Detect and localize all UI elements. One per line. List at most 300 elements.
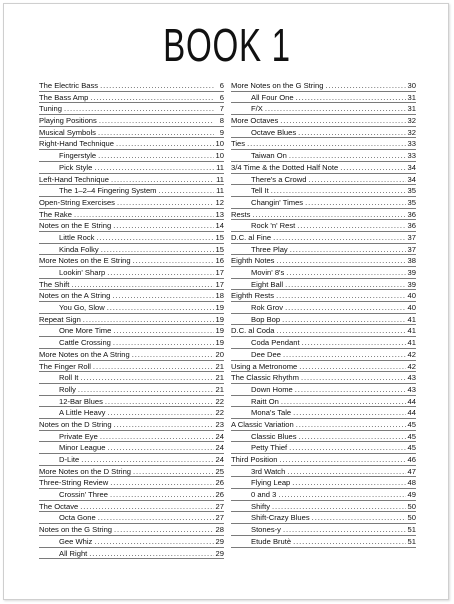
toc-entry	[39, 150, 224, 162]
toc-entry	[231, 349, 416, 361]
dot-leader	[278, 489, 405, 501]
toc-entry-title: Using a Metronome	[231, 361, 298, 371]
dot-leader	[112, 290, 213, 302]
toc-entry-title: One More Time	[59, 326, 112, 336]
dot-leader	[110, 477, 213, 489]
toc-entry	[231, 477, 416, 489]
dot-leader	[280, 115, 405, 127]
toc-entry	[39, 337, 224, 349]
dot-leader	[283, 524, 406, 536]
toc-entry-page: 22	[215, 408, 224, 418]
toc-entry-title: Lookin' Sharp	[59, 268, 106, 277]
toc-entry-title: Rok Grov	[251, 303, 284, 313]
toc-entry	[231, 384, 416, 396]
toc-entry-title: Eighth Notes	[231, 256, 275, 266]
toc-entry-title: More Notes on the E String	[39, 256, 131, 266]
toc-entry-page: 34	[407, 174, 416, 184]
toc-entry-page: 39	[407, 279, 416, 289]
toc-entry-page: 50	[407, 501, 416, 511]
toc-entry-page: 37	[407, 232, 416, 242]
toc-entry	[39, 92, 224, 104]
dot-leader	[98, 127, 214, 139]
toc-entry-title: Fingerstyle	[59, 151, 97, 161]
toc-entry-page: 40	[407, 291, 416, 301]
toc-entry	[231, 138, 416, 150]
toc-entry-title: Stones-y	[251, 525, 281, 535]
toc-entry-title: All Four One	[251, 92, 294, 102]
dot-leader	[283, 349, 406, 361]
toc-entry-title: 3/4 Time & the Dotted Half Note	[231, 162, 339, 172]
dot-leader	[285, 279, 405, 291]
dot-leader	[94, 536, 213, 548]
toc-entry-title: Three Play	[251, 244, 288, 254]
toc-entry	[231, 92, 416, 104]
toc-entry	[39, 325, 224, 337]
toc-entry-title: Down Home	[251, 384, 293, 394]
dot-leader	[96, 232, 213, 244]
toc-entry-title: Minor League	[59, 443, 106, 453]
dot-leader	[74, 209, 214, 221]
dot-leader	[64, 103, 214, 115]
toc-entry-page: 33	[407, 151, 416, 161]
dot-leader	[325, 80, 405, 92]
toc-entry-title: The Classic Rhythm	[231, 373, 299, 383]
dot-leader	[71, 279, 213, 291]
toc-entry-title: Open-String Exercises	[39, 197, 115, 207]
dot-leader	[281, 396, 406, 408]
toc-entry-page: 15	[215, 244, 224, 254]
toc-entry	[39, 80, 224, 92]
toc-entry-page: 12	[215, 197, 224, 207]
toc-entry-title: More Octaves	[231, 116, 279, 126]
toc-entry	[39, 255, 224, 267]
toc-entry-page: 41	[407, 338, 416, 348]
toc-entry-title: Dee Dee	[251, 349, 281, 359]
dot-leader	[111, 174, 214, 186]
dot-leader	[110, 489, 214, 501]
toc-entry-page: 24	[215, 431, 224, 441]
dot-leader	[94, 162, 214, 174]
toc-entry-page: 19	[215, 314, 224, 324]
toc-entry	[231, 419, 416, 431]
toc-entry	[39, 536, 224, 548]
toc-entry-title: Notes on the G String	[39, 525, 113, 535]
toc-entry-title: 0 and 3	[251, 490, 277, 500]
toc-entry-title: Third Position	[231, 455, 278, 464]
toc-entry-page: 48	[407, 478, 416, 488]
toc-entry-page: 26	[215, 490, 224, 500]
toc-entry-title: A Classic Variation	[231, 419, 294, 429]
dot-leader	[273, 232, 405, 244]
toc-entry	[39, 372, 224, 384]
dot-leader	[81, 454, 213, 466]
toc-entry-title: Left-Hand Technique	[39, 174, 109, 184]
toc-entry	[39, 548, 224, 560]
dot-leader	[90, 92, 214, 104]
toc-entry	[231, 536, 416, 548]
toc-entry	[39, 197, 224, 209]
toc-entry-page: 30	[407, 81, 416, 90]
page-title: BOOK 1	[163, 19, 291, 71]
toc-entry-title: More Notes on the G String	[231, 81, 324, 90]
dot-leader	[282, 314, 405, 326]
dot-leader	[101, 244, 214, 256]
toc-entry-page: 44	[407, 396, 416, 406]
toc-entry-page: 47	[407, 466, 416, 476]
dot-leader	[105, 396, 214, 408]
toc-entry-title: Flying Leap	[251, 478, 291, 488]
dot-leader	[276, 290, 405, 302]
toc-entry	[231, 361, 416, 373]
toc-entry-title: The Electric Bass	[39, 81, 99, 90]
toc-entry-title: The Rake	[39, 209, 72, 219]
toc-entry	[39, 290, 224, 302]
toc-entry	[231, 232, 416, 244]
toc-entry-page: 10	[215, 151, 224, 161]
toc-entry-page: 20	[215, 349, 224, 359]
toc-entry-title: Eighth Rests	[231, 291, 275, 301]
toc-entry-page: 45	[407, 419, 416, 429]
toc-entry-title: Roll It	[59, 373, 79, 383]
dot-leader	[297, 220, 405, 232]
toc-entry-title: Kinda Folky	[59, 244, 99, 254]
toc-entry-title: The 1–2–4 Fingering System	[59, 186, 157, 196]
toc-entry-title: You Go, Slow	[59, 303, 105, 313]
toc-entry-page: 10	[215, 139, 224, 149]
toc-entry-page: 27	[215, 513, 224, 523]
toc-entry-title: Shift-Crazy Blues	[251, 513, 310, 523]
dot-leader	[302, 337, 406, 349]
toc-entry-title: Pick Style	[59, 162, 93, 172]
toc-entry-title: The Finger Roll	[39, 361, 91, 371]
toc-entry	[231, 489, 416, 501]
toc-entry	[231, 127, 416, 139]
toc-entry	[39, 442, 224, 454]
toc-entry	[231, 220, 416, 232]
toc-entry-page: 15	[215, 232, 224, 242]
dot-leader	[113, 337, 214, 349]
toc-entry-title: Rests	[231, 209, 251, 219]
toc-entry-page: 31	[407, 104, 416, 114]
dot-leader	[100, 431, 214, 443]
toc-entry	[231, 162, 416, 174]
toc-entry-title: Rock 'n' Rest	[251, 221, 296, 231]
toc-entry-title: The Shift	[39, 279, 70, 289]
toc-entry	[231, 174, 416, 186]
dot-leader	[279, 454, 405, 466]
toc-entry-title: F/X	[251, 104, 263, 114]
toc-entry-page: 32	[407, 116, 416, 126]
toc-entry-title: Cattle Crossing	[59, 338, 111, 348]
toc-entry-page: 45	[407, 443, 416, 453]
dot-leader	[133, 255, 214, 267]
toc-entry	[39, 407, 224, 419]
toc-entry-page: 35	[407, 186, 416, 196]
toc-entry-title: Taiwan On	[251, 151, 287, 161]
toc-entry-title: All Right	[59, 548, 88, 558]
toc-entry	[39, 384, 224, 396]
toc-entry-page: 19	[215, 326, 224, 336]
toc-entry	[39, 244, 224, 256]
toc-entry-page: 25	[215, 466, 224, 476]
toc-entry	[39, 349, 224, 361]
toc-entry-title: Right-Hand Technique	[39, 139, 115, 149]
toc-entry	[231, 279, 416, 291]
toc-entry	[39, 209, 224, 221]
toc-entry	[231, 337, 416, 349]
dot-leader	[340, 162, 405, 174]
toc-entry-page: 36	[407, 221, 416, 231]
dot-leader	[298, 127, 405, 139]
toc-entry-title: Crossin' Three	[59, 490, 108, 500]
toc-entry-title: Octa Gone	[59, 513, 96, 523]
toc-entry	[231, 466, 416, 478]
toc-entry-title: Shifty	[251, 501, 270, 511]
dot-leader	[113, 325, 213, 337]
toc-entry-page: 49	[407, 490, 416, 500]
toc-entry	[231, 512, 416, 524]
toc-entry	[231, 209, 416, 221]
toc-entry	[231, 80, 416, 92]
toc-entry-page: 19	[215, 338, 224, 348]
toc-entry-page: 39	[407, 268, 416, 277]
toc-entry-page: 24	[215, 455, 224, 464]
toc-entry-title: Ties	[231, 139, 246, 149]
toc-entry-title: Notes on the E String	[39, 221, 112, 231]
toc-entry-page: 8	[219, 116, 224, 126]
toc-entry-page: 43	[407, 373, 416, 383]
toc-entry	[39, 115, 224, 127]
toc-entry-title: D.C. al Fine	[231, 232, 272, 242]
dot-leader	[159, 185, 214, 197]
toc-entry	[231, 197, 416, 209]
toc-entry-page: 44	[407, 408, 416, 418]
toc-entry-page: 32	[407, 127, 416, 137]
toc-entry	[39, 512, 224, 524]
toc-entry	[231, 290, 416, 302]
toc-entry-page: 36	[407, 209, 416, 219]
toc-entry	[39, 454, 224, 466]
toc-entry-title: More Notes on the D String	[39, 466, 132, 476]
toc-entry-page: 9	[219, 127, 224, 137]
toc-entry-title: Playing Positions	[39, 116, 97, 126]
toc-entry	[39, 466, 224, 478]
toc-entry-page: 42	[407, 349, 416, 359]
toc-entry-title: Notes on the A String	[39, 291, 111, 301]
toc-entry-page: 40	[407, 303, 416, 313]
toc-entry	[231, 407, 416, 419]
toc-entry-page: 21	[215, 373, 224, 383]
dot-leader	[98, 512, 214, 524]
dot-leader	[100, 80, 214, 92]
dot-leader	[107, 267, 213, 279]
toc-entry-title: Movin' 8's	[251, 268, 285, 277]
toc-entry-title: Gee Whiz	[59, 536, 93, 546]
dot-leader	[299, 431, 406, 443]
toc-entry	[231, 431, 416, 443]
toc-entry	[39, 396, 224, 408]
toc-entry-title: Raitt On	[251, 396, 279, 406]
toc-entry-page: 42	[407, 361, 416, 371]
toc-entry-title: The Octave	[39, 501, 79, 511]
toc-entry-page: 21	[215, 384, 224, 394]
dot-leader	[276, 255, 405, 267]
toc-entry-page: 33	[407, 139, 416, 149]
toc-entry	[39, 138, 224, 150]
dot-leader	[114, 524, 214, 536]
toc-entry-title: Eight Ball	[251, 279, 284, 289]
toc-entry-title: Private Eye	[59, 431, 98, 441]
toc-entry-title: D-Lite	[59, 455, 80, 464]
toc-entry-page: 41	[407, 314, 416, 324]
toc-column-left	[39, 80, 224, 559]
toc-entry-page: 46	[407, 455, 416, 464]
dot-leader	[80, 372, 213, 384]
toc-entry-page: 19	[215, 303, 224, 313]
dot-leader	[299, 361, 405, 373]
toc-entry	[231, 255, 416, 267]
toc-entry-page: 23	[215, 419, 224, 429]
toc-entry	[231, 396, 416, 408]
toc-entry	[39, 361, 224, 373]
toc-entry-title: Changin' Times	[251, 197, 304, 207]
dot-leader	[295, 384, 406, 396]
toc-entry-title: 3rd Watch	[251, 466, 286, 476]
toc-entry	[231, 325, 416, 337]
toc-entry-page: 50	[407, 513, 416, 523]
dot-leader	[289, 442, 405, 454]
toc-entry-page: 11	[216, 174, 224, 184]
toc-entry	[231, 442, 416, 454]
toc-entry-title: Mona's Tale	[251, 408, 292, 418]
dot-leader	[113, 220, 213, 232]
toc-entry	[231, 150, 416, 162]
toc-entry	[39, 477, 224, 489]
toc-entry	[231, 314, 416, 326]
toc-entry-page: 38	[407, 256, 416, 266]
toc-entry	[231, 524, 416, 536]
toc-entry-page: 13	[215, 209, 224, 219]
toc-entry-page: 51	[407, 525, 416, 535]
dot-leader	[89, 548, 213, 560]
toc-entry-title: The Bass Amp	[39, 92, 89, 102]
toc-entry-title: Coda Pendant	[251, 338, 300, 348]
toc-entry-page: 7	[219, 104, 224, 114]
toc-entry-page: 18	[215, 291, 224, 301]
toc-entry-title: D.C. al Coda	[231, 326, 275, 336]
dot-leader	[98, 150, 213, 162]
dot-leader	[296, 419, 406, 431]
dot-leader	[107, 302, 214, 314]
toc-entry-page: 41	[407, 326, 416, 336]
toc-entry-title: Petty Thief	[251, 443, 288, 453]
toc-entry	[39, 431, 224, 443]
dot-leader	[116, 138, 214, 150]
dot-leader	[289, 150, 406, 162]
toc-entry	[39, 501, 224, 513]
dot-leader	[287, 466, 405, 478]
dot-leader	[132, 349, 214, 361]
toc-entry-page: 14	[215, 221, 224, 231]
toc-entry-page: 6	[219, 81, 224, 90]
toc-entry-page: 16	[215, 256, 224, 266]
toc-entry	[39, 267, 224, 279]
toc-entry-page: 29	[215, 536, 224, 546]
dot-leader	[276, 325, 405, 337]
toc-entry-title: Octave Blues	[251, 127, 297, 137]
toc-entry-page: 27	[215, 501, 224, 511]
toc-entry	[231, 185, 416, 197]
toc-entry	[39, 279, 224, 291]
dot-leader	[305, 197, 405, 209]
toc-entry-title: A Little Heavy	[59, 408, 106, 418]
toc-entry	[231, 372, 416, 384]
dot-leader	[292, 477, 405, 489]
dot-leader	[272, 501, 406, 513]
dot-leader	[107, 407, 213, 419]
toc-entry-page: 29	[215, 548, 224, 558]
dot-leader	[93, 361, 214, 373]
toc-entry-title: Notes on the D String	[39, 419, 112, 429]
toc-entry	[231, 454, 416, 466]
toc-entry	[231, 302, 416, 314]
toc-entry-title: Little Rock	[59, 232, 95, 242]
toc-entry-page: 26	[215, 478, 224, 488]
dot-leader	[312, 512, 406, 524]
toc-entry	[231, 103, 416, 115]
toc-entry-title: Musical Symbols	[39, 127, 96, 137]
dot-leader	[271, 185, 406, 197]
dot-leader	[293, 536, 405, 548]
toc-entry-title: Rolly	[59, 384, 76, 394]
toc-entry	[231, 501, 416, 513]
dot-leader	[133, 466, 214, 478]
dot-leader	[293, 407, 405, 419]
toc-entry-title: Bop Bop	[251, 314, 281, 324]
dot-leader	[83, 314, 214, 326]
dot-leader	[114, 419, 214, 431]
dot-leader	[296, 92, 406, 104]
toc-entry-page: 43	[407, 384, 416, 394]
toc-entry-page: 17	[215, 268, 224, 277]
toc-entry-page: 28	[215, 525, 224, 535]
toc-entry	[39, 220, 224, 232]
toc-entry	[39, 103, 224, 115]
toc-entry	[39, 489, 224, 501]
toc-entry-page: 11	[216, 162, 224, 172]
toc-entry-page: 17	[215, 279, 224, 289]
toc-entry	[39, 314, 224, 326]
toc-entry	[231, 115, 416, 127]
toc-entry-page: 37	[407, 244, 416, 254]
toc-entry	[39, 185, 224, 197]
toc-entry-page: 6	[219, 92, 224, 102]
toc-entry-title: 12-Bar Blues	[59, 396, 103, 406]
dot-leader	[301, 372, 406, 384]
dot-leader	[78, 384, 214, 396]
toc-entry-page: 24	[215, 443, 224, 453]
dot-leader	[286, 267, 405, 279]
dot-leader	[308, 174, 405, 186]
dot-leader	[285, 302, 405, 314]
toc-entry-title: Tuning	[39, 104, 62, 114]
dot-leader	[247, 138, 405, 150]
toc-entry-title: More Notes on the A String	[39, 349, 130, 359]
toc-entry-title: Classic Blues	[251, 431, 297, 441]
dot-leader	[252, 209, 405, 221]
toc-entry-page: 35	[407, 197, 416, 207]
dot-leader	[80, 501, 213, 513]
